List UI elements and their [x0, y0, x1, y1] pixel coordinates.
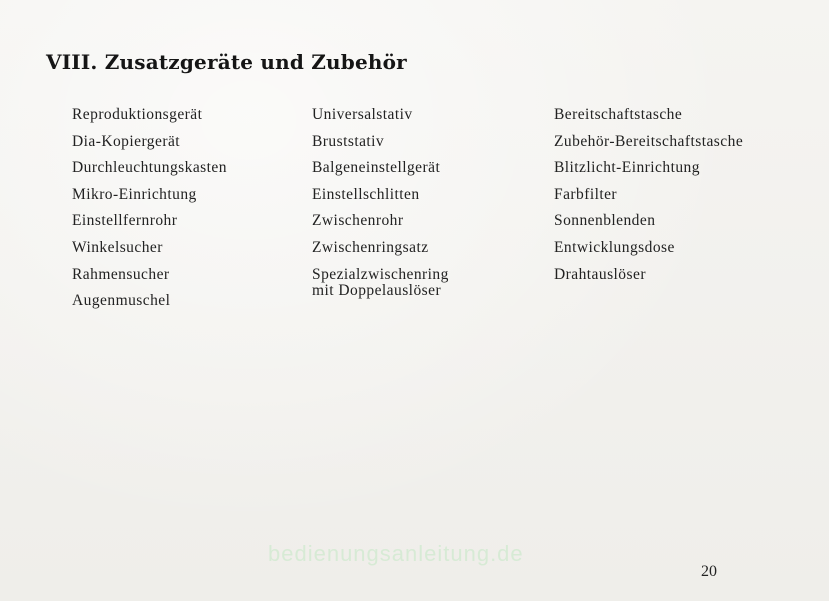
accessory-item — [312, 213, 449, 229]
watermark-text: bedienungsanleitung.de — [268, 541, 524, 566]
accessory-item-line: Farbfilter — [554, 185, 618, 203]
accessory-item-line: Dia-Kopiergerät — [72, 132, 181, 150]
accessory-item — [312, 160, 449, 176]
accessory-item — [554, 240, 743, 256]
accessory-item-line: Blitzlicht-Einrichtung — [554, 159, 700, 177]
accessory-item-line: Universalstativ — [312, 106, 413, 123]
accessory-column-1 — [72, 107, 227, 320]
accessory-item-line: Entwicklungsdose — [554, 238, 675, 256]
accessory-item — [72, 107, 227, 123]
accessory-item — [312, 134, 449, 150]
accessory-item-line: Zubehör-Bereitschaftstasche — [554, 132, 744, 150]
accessory-item — [554, 107, 743, 123]
accessory-item-line: Rahmensucher — [72, 265, 170, 283]
accessory-item — [554, 213, 743, 229]
accessory-item-line: Bereitschaftstasche — [554, 106, 683, 123]
accessory-item — [312, 107, 449, 123]
accessory-column-2 — [312, 107, 449, 309]
accessory-item-line: Zwischenrohr — [312, 212, 404, 230]
section-heading: VIII. Zusatzgeräte und Zubehör — [46, 50, 407, 74]
accessory-item-line: Winkelsucher — [72, 238, 163, 256]
accessory-item — [72, 267, 227, 283]
page-number: 20 — [701, 563, 717, 580]
accessory-item-line: Durchleuchtungskasten — [72, 159, 227, 177]
accessory-item — [72, 160, 227, 176]
accessory-item-line: Spezialzwischenring — [312, 265, 449, 283]
accessory-item-line: Drahtauslöser — [554, 265, 646, 283]
accessory-item — [72, 187, 227, 203]
accessory-item — [312, 187, 449, 203]
accessory-item — [72, 134, 227, 150]
accessory-item-line: mit Doppelauslöser — [312, 281, 442, 299]
accessory-item — [312, 240, 449, 256]
accessory-item-line: Balgeneinstellgerät — [312, 159, 441, 177]
accessory-item-line: Einstellschlitten — [312, 185, 420, 203]
accessory-item — [554, 134, 743, 150]
accessory-item-line: Mikro-Einrichtung — [72, 185, 197, 203]
accessory-item — [72, 213, 227, 229]
accessory-item — [312, 267, 449, 299]
accessory-item — [554, 187, 743, 203]
accessory-item-line: Augenmuschel — [72, 292, 171, 310]
accessory-item-line: Sonnenblenden — [554, 212, 656, 230]
accessory-item — [72, 293, 227, 309]
accessory-item-line: Reproduktionsgerät — [72, 106, 203, 123]
accessory-item-line: Bruststativ — [312, 132, 385, 150]
accessory-item — [72, 240, 227, 256]
accessory-item — [554, 160, 743, 176]
accessory-column-3 — [554, 107, 743, 293]
accessory-item-line: Einstellfernrohr — [72, 212, 178, 230]
accessory-item-line: Zwischenringsatz — [312, 238, 429, 256]
accessory-item — [554, 267, 743, 283]
